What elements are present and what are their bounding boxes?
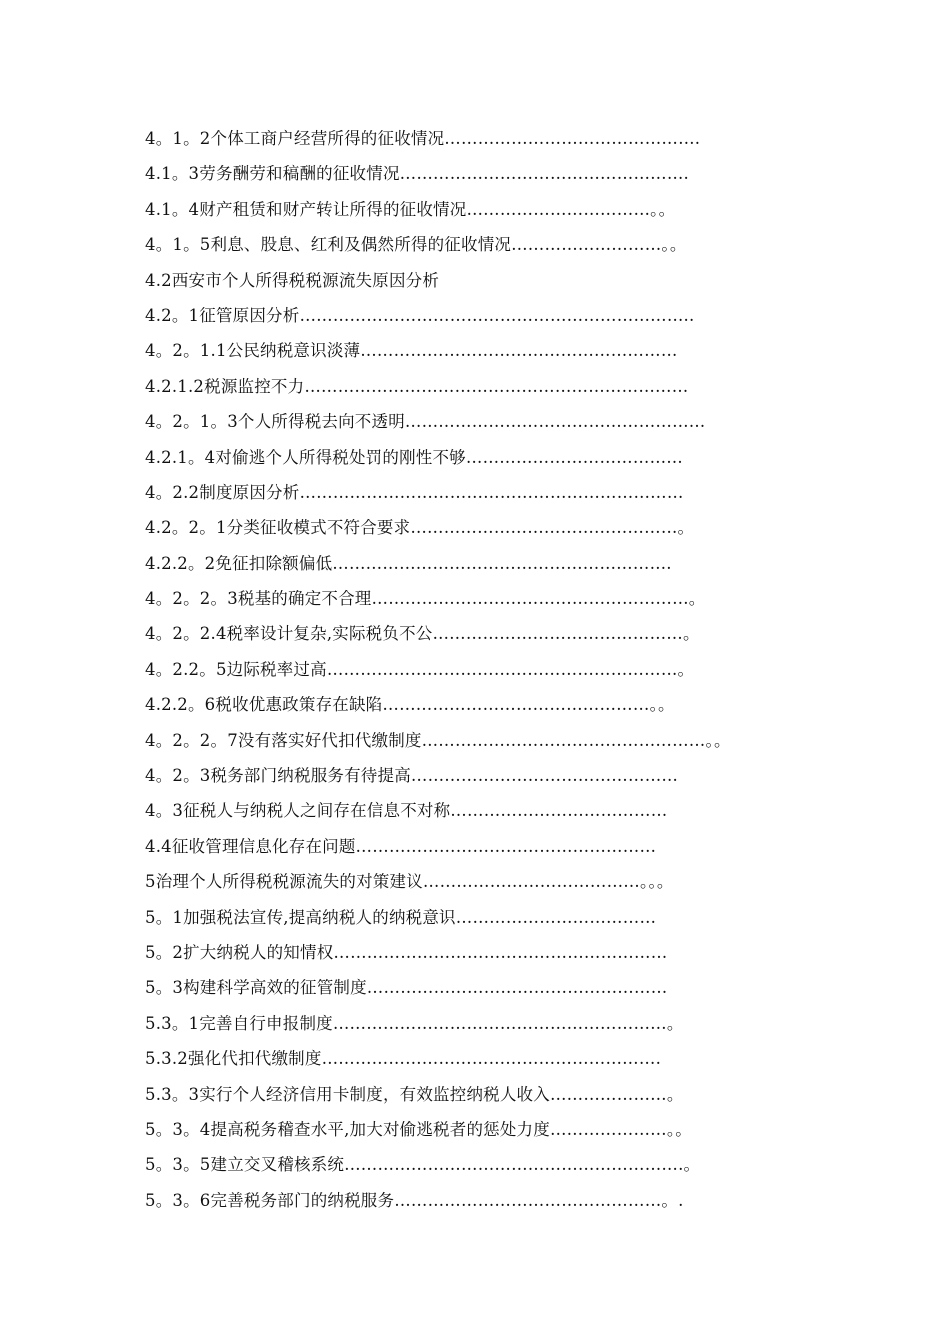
toc-entry-4-2-1-1: 4。2。1.1公民纳税意识淡薄………………………………………………… [145, 341, 678, 361]
table-of-contents [145, 121, 825, 1218]
toc-entry-4-2-2-5: 4。2.2。5边际税率过高………………………………………………………。 [145, 659, 695, 679]
toc-entry-4-2-1: 4.2。1征管原因分析…………………………………………………………….. [145, 305, 695, 325]
toc-entry-5-2: 5。2扩大纳税人的知情权…………………………………………………… [145, 942, 668, 962]
toc-entry-4-2-2-4: 4。2。2.4税率设计复杂,实际税负不公………………………………………。 [145, 624, 700, 644]
toc-entry-4-2-1-2: 4.2.1.2税源监控不力…………………………………………………………… [145, 376, 689, 396]
toc-entry-4-2-2-2: 4.2.2。2免征扣除额偏低……………………………………………………. [145, 553, 672, 573]
toc-entry-4-4: 4.4征收管理信息化存在问题……………………………………………… [145, 836, 657, 856]
toc-entry-5-3-2: 5.3.2强化代扣代缴制度……………………………………………………. [145, 1049, 662, 1069]
toc-entry-4-2-1-4: 4.2.1。4对偷逃个人所得税处罚的刚性不够………………………………… [145, 447, 683, 467]
toc-entry-5-1: 5。1加强税法宣传,提高纳税人的纳税意识……………………………… [145, 907, 657, 927]
toc-entry-5: 5治理个人所得税税源流失的对策建议…………………………………。。。 [145, 872, 674, 892]
toc-entry-4-2-1-3: 4。2。1。3个人所得税去向不透明……………………………………………… [145, 412, 706, 432]
toc-entry-4-2: 4.2西安市个人所得税税源流失原因分析 [145, 270, 440, 290]
toc-entry-4-3: 4。3征税人与纳税人之间存在信息不对称………………………………… [145, 801, 668, 821]
toc-entry-5-3-1: 5.3。1完善自行申报制度……………………………………………………。 [145, 1013, 684, 1033]
toc-entry-5-3-3: 5.3。3实行个人经济信用卡制度，有效监控纳税人收入…………………。 [145, 1084, 684, 1104]
toc-entry-4-2-2-1: 4.2。2。1分类征收模式不符合要求…………………………………………。 [145, 518, 695, 538]
toc-entry-4-2-2-6: 4.2.2。6税收优惠政策存在缺陷…………………………………………。。 [145, 695, 675, 715]
toc-entry-4-2-2: 4。2.2制度原因分析…………………………………………………………… [145, 482, 684, 502]
toc-entry-4-2-2-7: 4。2。2。7没有落实好代扣代缴制度……………………………………………。。 [145, 730, 731, 750]
toc-entry-5-3: 5。3构建科学高效的征管制度……………………………………………… [145, 978, 668, 998]
toc-entry-4-1-2: 4。1。2个体工商户经营所得的征收情况………………………………………. [145, 129, 701, 148]
toc-entry-5-3-5: 5。3。5建立交叉稽核系统…………………………………………………….。 [145, 1155, 701, 1175]
toc-entry-4-1-5: 4。1。5利息、股息、红利及偶然所得的征收情况………………………。。 [145, 235, 687, 255]
toc-entry-4-1-3: 4.1。3劳务酬劳和稿酬的征收情况……………………………………………. [145, 164, 689, 184]
toc-entry-4-2-2-3: 4。2。2。3税基的确定不合理…………………………………………………。 [145, 589, 706, 609]
toc-entry-5-3-6: 5。3。6完善税务部门的纳税服务…………………………………………。. [145, 1190, 684, 1210]
toc-entry-4-1-4: 4.1。4财产租赁和财产转让所得的征收情况……………………………。。 [145, 199, 676, 219]
toc-entry-5-3-4: 5。3。4提高税务稽查水平,加大对偷逃税者的惩处力度…………………。。 [145, 1119, 692, 1139]
toc-entry-4-2-3: 4。2。3税务部门纳税服务有待提高………………………………………… [145, 766, 679, 786]
